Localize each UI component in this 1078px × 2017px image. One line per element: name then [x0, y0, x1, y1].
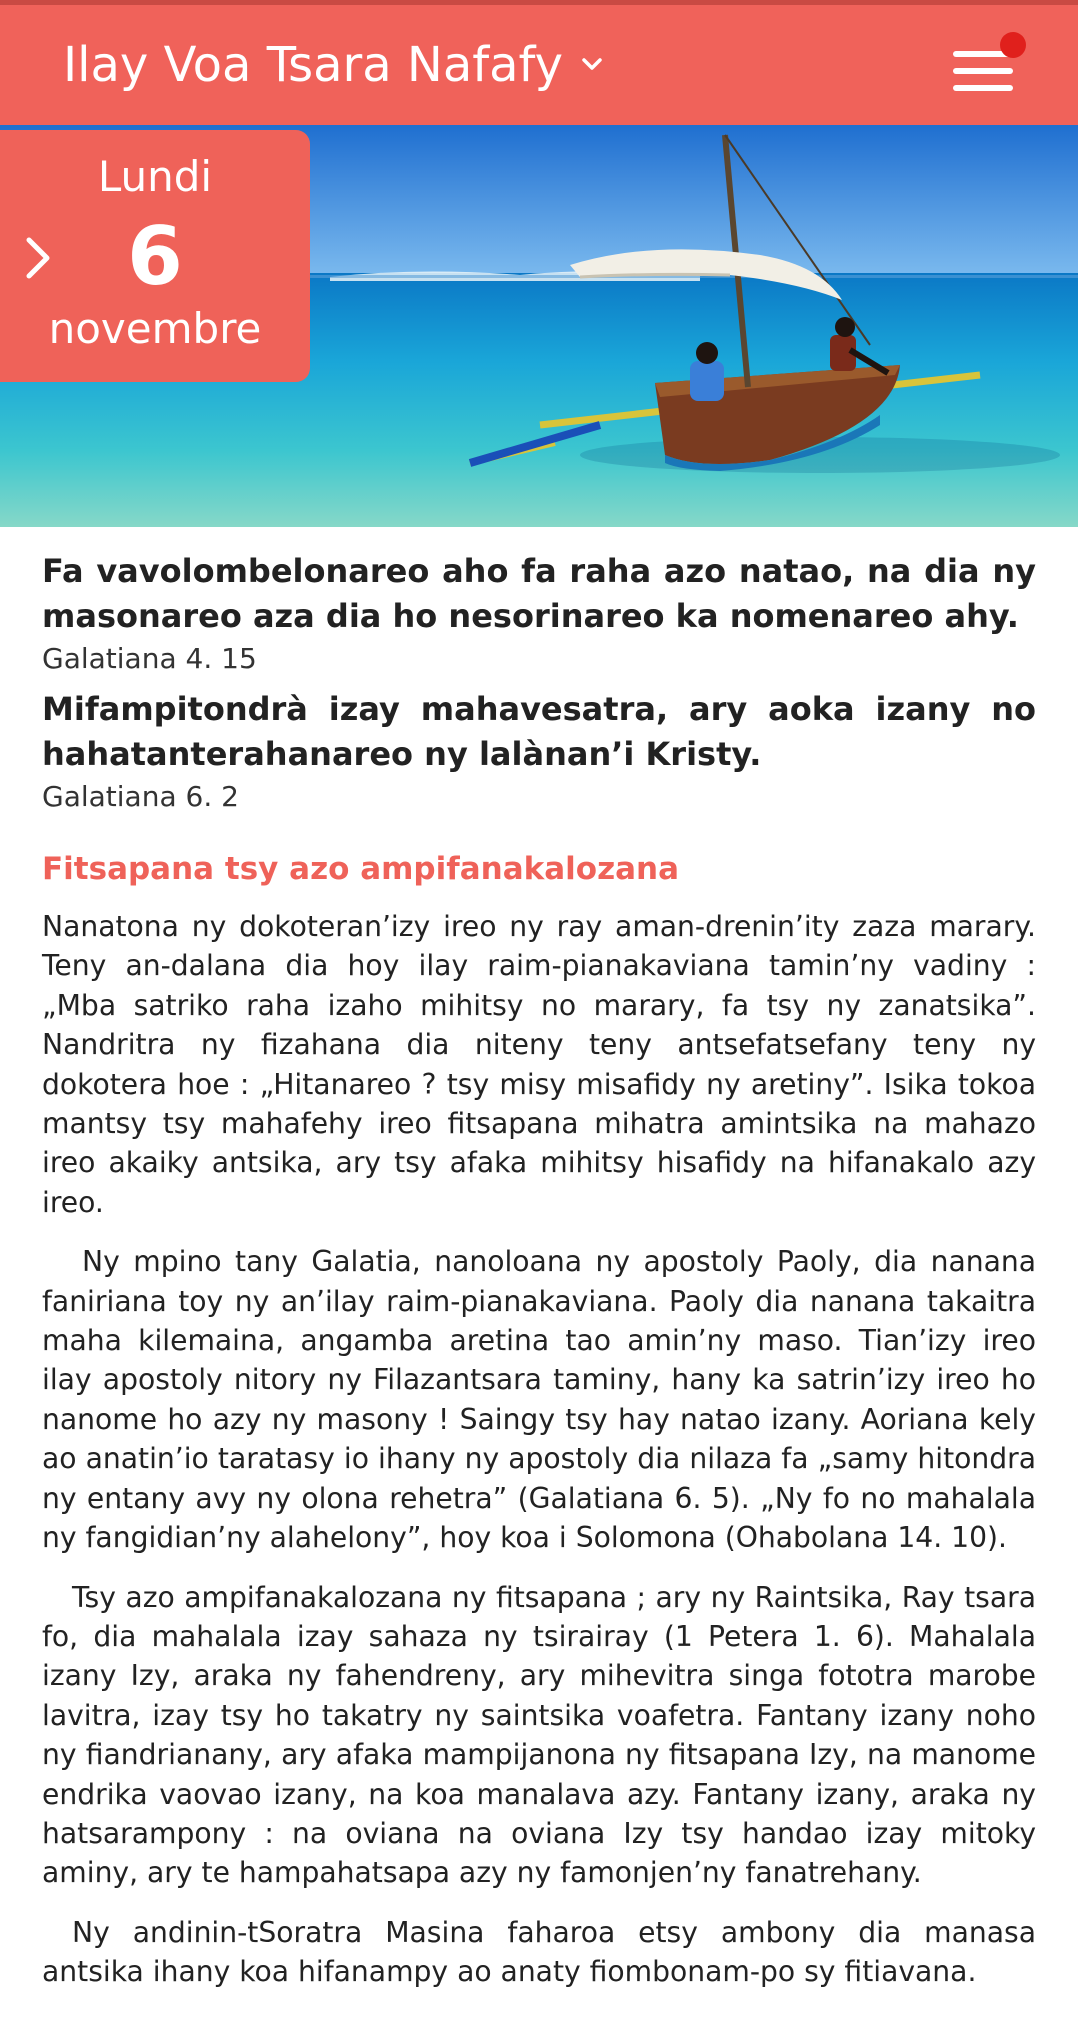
hamburger-menu-icon[interactable]: [953, 51, 1013, 91]
body-paragraph-4: Ny andinin-tSoratra Masina faharoa etsy ambony dia manasa antsika ihany koa hifanampy ao anaty fiombonam-po sy fitiavana.: [42, 1915, 1036, 1989]
devotional-content: [0, 527, 1078, 1992]
body-paragraph-1: Nanatona ny dokoteran’izy ireo ny ray aman-dreninʼity zaza marary. Teny an-dalana dia hoy ilay raim-pianakaviana taminʼny vadiny : „Mba satriko raha izaho mihitsy no marary, fa tsy ny zanatsika”. Nandritra ny fizahana dia niteny teny antsefatsefany teny ny dokotera hoe : „Hitanareo ? tsy misy misafidy ny aretiny”. Isika tokoa mantsy tsy mahafehy ireo fitsapana mihatra amintsika na mahazo ireo akaiky antsika, ary tsy afaka mihitsy hisafidy na hifanakalo azy ireo.: [42, 910, 1036, 1219]
verse-reference-2: Galatiana 6. 2: [42, 780, 239, 813]
date-card[interactable]: [0, 130, 310, 382]
date-weekday: Lundi: [97, 152, 213, 201]
section-title: Fitsapana tsy azo ampifanakalozana: [42, 851, 680, 887]
date-month: novembre: [48, 304, 262, 353]
date-day-number: 6: [127, 210, 183, 303]
verse-text-1: Fa vavolombelonareo aho fa raha azo natao, na dia ny masonareo aza dia ho nesorinareo ka nomenareo ahy.: [42, 552, 1036, 635]
notification-dot: [1000, 32, 1026, 58]
verse-text-2: Mifampitondrà izay mahavesatra, ary aoka izany no hahatanterahanareo ny lalànan’i Kristy.: [42, 690, 1036, 773]
body-paragraph-3: Tsy azo ampifanakalozana ny fitsapana ; ary ny Raintsika, Ray tsara fo, dia mahalala izay sahaza ny tsirairay (1 Petera 1. 6). Mahalala izany Izy, araka ny fahendreny, ary mihevitra singa fototra marobe lavitra, izay tsy ho takatry ny saintsika voafetra. Fantany izany noho ny fiandrianany, ary afaka mampijanona ny fitsapana Izy, na manome endrika vaovao izany, na koa manalava azy. Fantany izany, araka ny hatsarampony : na oviana na oviana Izy tsy handao izay mitoky aminy, ary te hampahatsapa azy ny famonjenʼny fanatrehany.: [42, 1580, 1036, 1890]
hero-image: [0, 125, 1078, 527]
chevron-down-icon: [581, 53, 603, 75]
app-title-dropdown[interactable]: [63, 35, 603, 95]
app-header: [0, 5, 1078, 125]
verse-reference-1: Galatiana 4. 15: [42, 642, 257, 675]
app-title: Ilay Voa Tsara Nafafy: [63, 37, 564, 93]
body-paragraph-2: Ny mpino tany Galatia, nanoloana ny apostoly Paoly, dia nanana faniriana toy ny anʼilay raim-pianakaviana. Paoly dia nanana takaitra maha kilemaina, angamba aretina tao aminʼny maso. Tianʼizy ireo ilay apostoly nitory ny Filazantsara taminy, hany ka satrinʼizy ireo ho nanome ho azy ny masony ! Saingy tsy hay natao izany. Aoriana kely ao anatinʼio taratasy io ihany ny apostoly dia nilaza fa „samy hitondra ny entany avy ny olona rehetra” (Galatiana 6. 5). „Ny fo no mahalala ny fangidianʼny alahelony”, hoy koa i Solomona (Ohabolana 14. 10).: [42, 1245, 1036, 1555]
